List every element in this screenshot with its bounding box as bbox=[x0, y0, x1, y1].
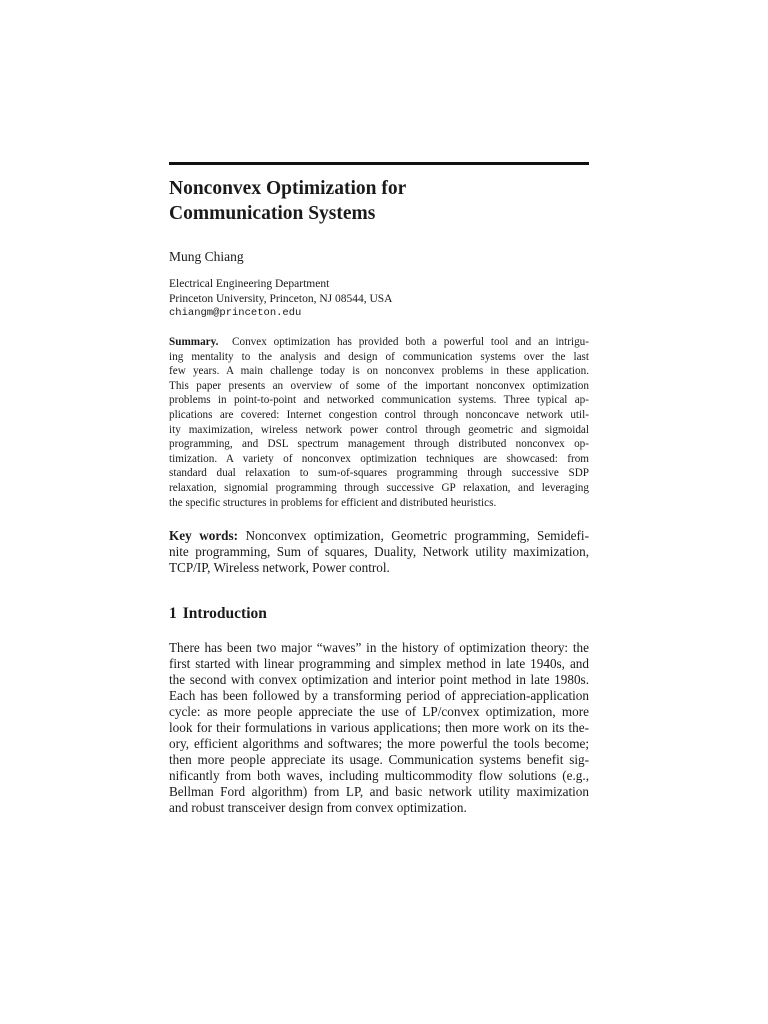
intro-line: ory, efficient algorithms and softwares; the more powerful the tools become; bbox=[169, 736, 589, 751]
intro-line: and robust transceiver design from convex optimization. bbox=[169, 800, 467, 815]
summary-text: Convex optimization has provided both a powerful tool and an intrigu- bbox=[232, 336, 589, 348]
summary-abstract bbox=[169, 335, 589, 510]
intro-line: Bellman Ford algorithm) from LP, and basic network utility maximization bbox=[169, 784, 589, 799]
keywords-line: TCP/IP, Wireless network, Power control. bbox=[169, 560, 390, 575]
intro-line: There has been two major “waves” in the history of optimization theory: the bbox=[169, 640, 589, 655]
summary-line: problems in point-to-point and networked communication systems. Three typical ap- bbox=[169, 394, 589, 407]
summary-line: the specific structures in problems for efficient and distributed heuristics. bbox=[169, 496, 497, 509]
top-rule bbox=[169, 162, 589, 165]
summary-line: few years. A main challenge today is on nonconvex problems in these application. bbox=[169, 365, 589, 378]
section-title: Introduction bbox=[182, 605, 267, 622]
intro-line: first started with linear programming and simplex method in late 1940s, and bbox=[169, 656, 589, 671]
keywords-label: Key words: bbox=[169, 528, 239, 543]
keywords-line: nite programming, Sum of squares, Duality, Network utility maximization, bbox=[169, 544, 589, 559]
affiliation-line: Electrical Engineering Department bbox=[169, 278, 330, 290]
intro-line: look for their formulations in various applications; then more work on its the- bbox=[169, 720, 589, 735]
author-email: chiangm@princeton.edu bbox=[169, 307, 302, 319]
summary-label: Summary. bbox=[169, 336, 219, 348]
keywords-text: Nonconvex optimization, Geometric programming, Semidefi- bbox=[245, 528, 589, 543]
paper-title bbox=[169, 176, 589, 226]
affiliation bbox=[169, 277, 393, 321]
summary-line: programming, and DSL spectrum management through distributed nonconvex op- bbox=[169, 438, 589, 451]
summary-line bbox=[169, 335, 589, 350]
summary-line: timization. A variety of nonconvex optimization techniques are showcased: from bbox=[169, 452, 589, 465]
intro-line: nificantly from both waves, including multicommodity flow solutions (e.g., bbox=[169, 768, 589, 783]
summary-line: plications are covered: Internet congestion control through nonconcave network util- bbox=[169, 408, 589, 421]
intro-line: Each has been followed by a transforming period of appreciation-application bbox=[169, 688, 589, 703]
intro-line: the second with convex optimization and interior point method in late 1980s. bbox=[169, 672, 589, 687]
summary-line: relaxation, signomial programming through successive GP relaxation, and leveraging bbox=[169, 481, 589, 494]
intro-line: then more people appreciate its usage. Communication systems benefit sig- bbox=[169, 752, 589, 767]
summary-line: standard dual relaxation to sum-of-squares programming through successive SDP bbox=[169, 467, 589, 480]
intro-line: cycle: as more people appreciate the use of LP/convex optimization, more bbox=[169, 704, 589, 719]
section-number: 1 bbox=[169, 605, 177, 622]
intro-paragraph bbox=[169, 640, 589, 816]
summary-line: ity maximization, wireless network power control through geometric and sigmoidal bbox=[169, 423, 589, 436]
section-heading bbox=[169, 605, 267, 623]
affiliation-line: Princeton University, Princeton, NJ 08544, USA bbox=[169, 292, 393, 305]
title-line: Communication Systems bbox=[169, 203, 376, 224]
author-name: Mung Chiang bbox=[169, 249, 244, 264]
summary-line: This paper presents an overview of some of the important nonconvex optimization bbox=[169, 379, 589, 392]
title-line: Nonconvex Optimization for bbox=[169, 178, 407, 199]
summary-line: ing mentality to the analysis and design of communication systems over the last bbox=[169, 350, 589, 363]
keywords-line bbox=[169, 528, 589, 544]
keywords bbox=[169, 528, 589, 576]
